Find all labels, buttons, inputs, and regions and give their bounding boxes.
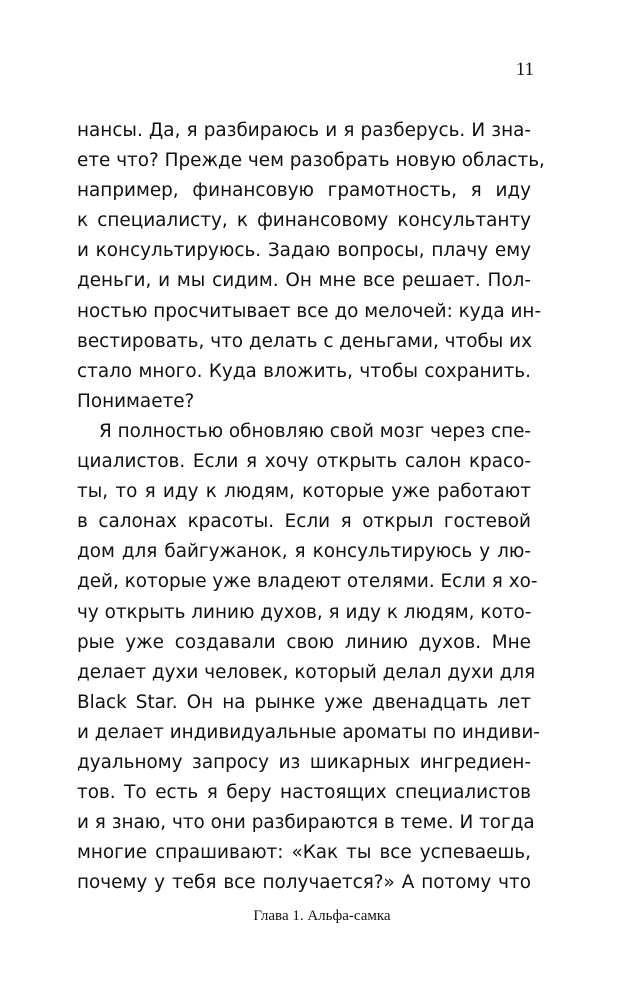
text-line: дом для байгужанок, я консультируюсь у лю-: [77, 541, 531, 563]
page-number: 11: [515, 59, 534, 80]
text-line: тов. То есть я беру настоящих специалистов: [77, 782, 531, 804]
text-line: циалистов. Если я хочу открыть салон красо-: [77, 451, 531, 473]
text-line: ностью просчитывает все до мелочей: куда ин-: [77, 300, 542, 322]
text-line: рые уже создавали свою линию духов. Мне: [77, 631, 531, 653]
text-line: Понимаете?: [77, 390, 195, 412]
text-line: деньги, и мы сидим. Он мне все решает. Пол-: [77, 270, 531, 292]
running-footer: Глава 1. Альфа-самка: [253, 908, 391, 924]
text-line: и консультируюсь. Задаю вопросы, плачу ему: [77, 240, 531, 262]
text-line: дей, которые уже владеют отелями. Если я хо-: [77, 571, 538, 593]
text-line: делает духи человек, который делал духи для: [77, 661, 536, 683]
text-line: и я знаю, что они разбираются в теме. И тогда: [77, 812, 535, 834]
text-line: почему у тебя все получается?» А потому что: [77, 872, 531, 894]
body-text: [77, 116, 545, 898]
text-line: Black Star. Он на рынке уже двенадцать лет: [77, 691, 531, 713]
text-line: нансы. Да, я разбираюсь и я разберусь. И зна-: [77, 120, 531, 141]
paragraph-1: [77, 116, 545, 417]
text-line: стало много. Куда вложить, чтобы сохранить.: [77, 360, 531, 382]
text-line: в салонах красоты. Если я открыл гостевой: [77, 511, 531, 533]
paragraph-2: [77, 417, 540, 899]
text-line: дуальному запросу из шикарных ингредиен-: [77, 751, 531, 773]
text-line: ты, то я иду к людям, которые уже работают: [77, 481, 531, 503]
text-line: чу открыть линию духов, я иду к людям, кото-: [77, 601, 532, 623]
text-line: вестировать, что делать с деньгами, чтобы их: [77, 330, 533, 352]
text-line: и делает индивидуальные ароматы по индиви-: [77, 721, 540, 743]
text-line: ете что? Прежде чем разобрать новую область,: [77, 150, 545, 172]
text-line: к специалисту, к финансовому консультанту: [77, 210, 531, 232]
text-line: многие спрашивают: «Как ты все успеваешь,: [77, 842, 531, 864]
text-line: Я полностью обновляю свой мозг через спе-: [99, 420, 532, 442]
text-line: например, финансовую грамотность, я иду: [77, 180, 531, 202]
